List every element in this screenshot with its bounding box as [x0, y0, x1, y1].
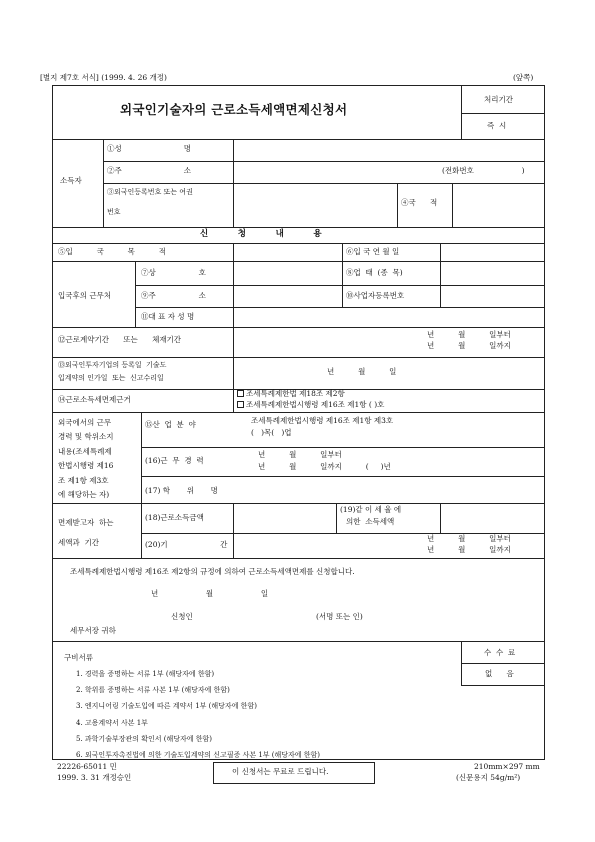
industry-field-label: ⑮산 업 분 야	[145, 420, 196, 429]
work-career-to: 년 월 일까지 ( )년	[258, 462, 391, 471]
business-type-field[interactable]	[440, 261, 545, 285]
form-reference: [별지 제7호 서식] (1999. 4. 26 개정)	[40, 73, 167, 82]
registration-date-value: 년 월 일	[327, 367, 397, 376]
registration-date-label: ⑬외국인투자기업의 등록일 기술도	[58, 361, 167, 369]
income-amount-field[interactable]	[233, 503, 336, 533]
nationality-field[interactable]	[452, 183, 545, 227]
registration-number-label: ③외국인등록번호 또는 여권	[107, 188, 193, 196]
documents-heading: 구비서류	[64, 653, 93, 662]
basis-option-1[interactable]: 조세특례제한법 제18조 제2항	[237, 390, 345, 399]
business-registration-label: ⑩사업자등록번호	[346, 291, 405, 300]
exemption-group-label-cont: 세액과 기간	[58, 538, 99, 547]
nationality-label: ④국 적	[401, 198, 438, 207]
exemption-group-label: 면제받고자 하는	[58, 518, 114, 527]
registration-number-label-cont: 번호	[107, 208, 121, 216]
form-code: 22226-65011 민	[57, 762, 117, 771]
contract-period-label: ⑫근로계약기간 또는 체재기간	[58, 335, 182, 344]
addressee-label: 세무서장 귀하	[70, 626, 116, 635]
representative-label: ⑪대 표 자 성 명	[141, 312, 195, 321]
list-item: 5. 과학기술부장관의 확인서 (해당자에 한함)	[76, 734, 212, 743]
checkbox-icon[interactable]	[237, 390, 244, 397]
basis-option-2[interactable]: 조세특례제한법시행령 제16조 제1항 ( )호	[237, 401, 384, 410]
declaration-statement: 조세특례제한법시행령 제16조 제2항의 규정에 의하여 근로소득세액면제를 신청합니다.	[70, 567, 355, 576]
tax-amount-label: (19)같 이 세 율 에	[340, 505, 402, 514]
page-side-label: (앞쪽)	[513, 73, 534, 82]
form-title: 외국인기술자의 근로소득세액면제신청서	[120, 102, 348, 117]
degree-label: (17) 학 위 명	[145, 486, 218, 495]
fee-label: 수 수 료	[484, 648, 516, 657]
checkbox-icon[interactable]	[237, 401, 244, 408]
signature-label: (서명 또는 인)	[316, 612, 363, 621]
exemption-period-label: (20)기 간	[145, 540, 228, 549]
fee-value: 없 음	[485, 669, 514, 678]
work-career-from: 년 월 일부터	[258, 450, 342, 459]
industry-field-text: 조세특례제한법시행령 제16조 제1항 제3호	[251, 416, 394, 425]
address-label: ②주 소	[107, 166, 191, 175]
career-group-label: 외국에서의 근무 경력 및 학위소지 내용(조세특례제 한법시행령 제16 조 제1항 제3호 에 해당하는 자)	[58, 418, 114, 500]
paper-size: 210mm×297 mm	[474, 762, 540, 771]
workplace-group-label: 입국후의 근무처	[58, 291, 112, 300]
exemption-to: 년 월 일까지	[427, 545, 511, 554]
phone-label: (전화번호 )	[442, 166, 525, 175]
entry-purpose-field[interactable]	[233, 243, 342, 261]
applicant-label: 신청인	[171, 612, 193, 621]
entry-purpose-label: ⑤입 국 목 적	[58, 247, 167, 256]
list-item: 3. 엔지니어링 기술도입에 따른 계약서 1부 (해당자에 한함)	[76, 702, 257, 711]
trade-name-label: ⑦상 호	[141, 268, 206, 277]
applicant-name-field[interactable]	[205, 608, 310, 624]
paper-type: (신문용지 54g/m²)	[456, 773, 521, 782]
workplace-address-field[interactable]	[233, 285, 342, 307]
section-title: 신 청 내 용	[200, 229, 322, 239]
work-career-label: (16)근 무 경 력	[145, 456, 204, 465]
workplace-address-label: ⑨주 소	[141, 291, 206, 300]
name-label: ①성 명	[107, 144, 191, 153]
exemption-basis-label: ⑭근로소득세면제근거	[58, 395, 131, 404]
list-item: 4. 고용계약서 사본 1부	[76, 718, 148, 727]
approval-date: 1999. 3. 31 개정승인	[57, 773, 132, 782]
name-field[interactable]	[233, 139, 545, 161]
application-date: 년 월 일	[151, 589, 269, 598]
contract-to: 년 월 일까지	[427, 341, 511, 350]
registration-number-field[interactable]	[233, 183, 397, 227]
processing-period-label: 처리기간	[484, 95, 513, 104]
contract-from: 년 월 일부터	[427, 330, 511, 339]
entry-date-field[interactable]	[440, 243, 545, 261]
degree-field[interactable]	[261, 476, 545, 503]
registration-date-label-cont: 입계약의 인가일 또는 신고수리일	[58, 374, 164, 382]
processing-period-value: 즉 시	[487, 121, 507, 130]
tax-amount-field[interactable]	[440, 503, 545, 533]
list-item: 6. 외국인투자촉진법에 의한 기술도입계약의 신고필증 사본 1부 (해당자에 한함)	[76, 751, 321, 760]
free-notice: 이 신청서는 무료로 드립니다.	[232, 767, 329, 776]
list-item: 2. 학위를 증명하는 서류 사본 1부 (해당자에 한함)	[76, 686, 230, 695]
entry-date-label: ⑥입 국 연 월 일	[346, 247, 400, 256]
documents-list	[76, 666, 320, 763]
trade-name-field[interactable]	[233, 261, 342, 285]
business-registration-field[interactable]	[440, 285, 545, 307]
representative-field[interactable]	[233, 307, 545, 327]
list-item: 1. 경력을 증명하는 서류 1부 (해당자에 한함)	[76, 670, 215, 678]
taxpayer-group-label: 소득자	[60, 176, 82, 185]
business-type-label: ⑧업 태 (종 목)	[346, 268, 403, 277]
income-amount-label: (18)근로소득금액	[145, 513, 204, 522]
industry-field-selection: ( )목( )업	[251, 428, 292, 437]
exemption-from: 년 월 일부터	[427, 534, 511, 543]
tax-amount-label-cont: 의한 소득세액	[346, 517, 395, 526]
